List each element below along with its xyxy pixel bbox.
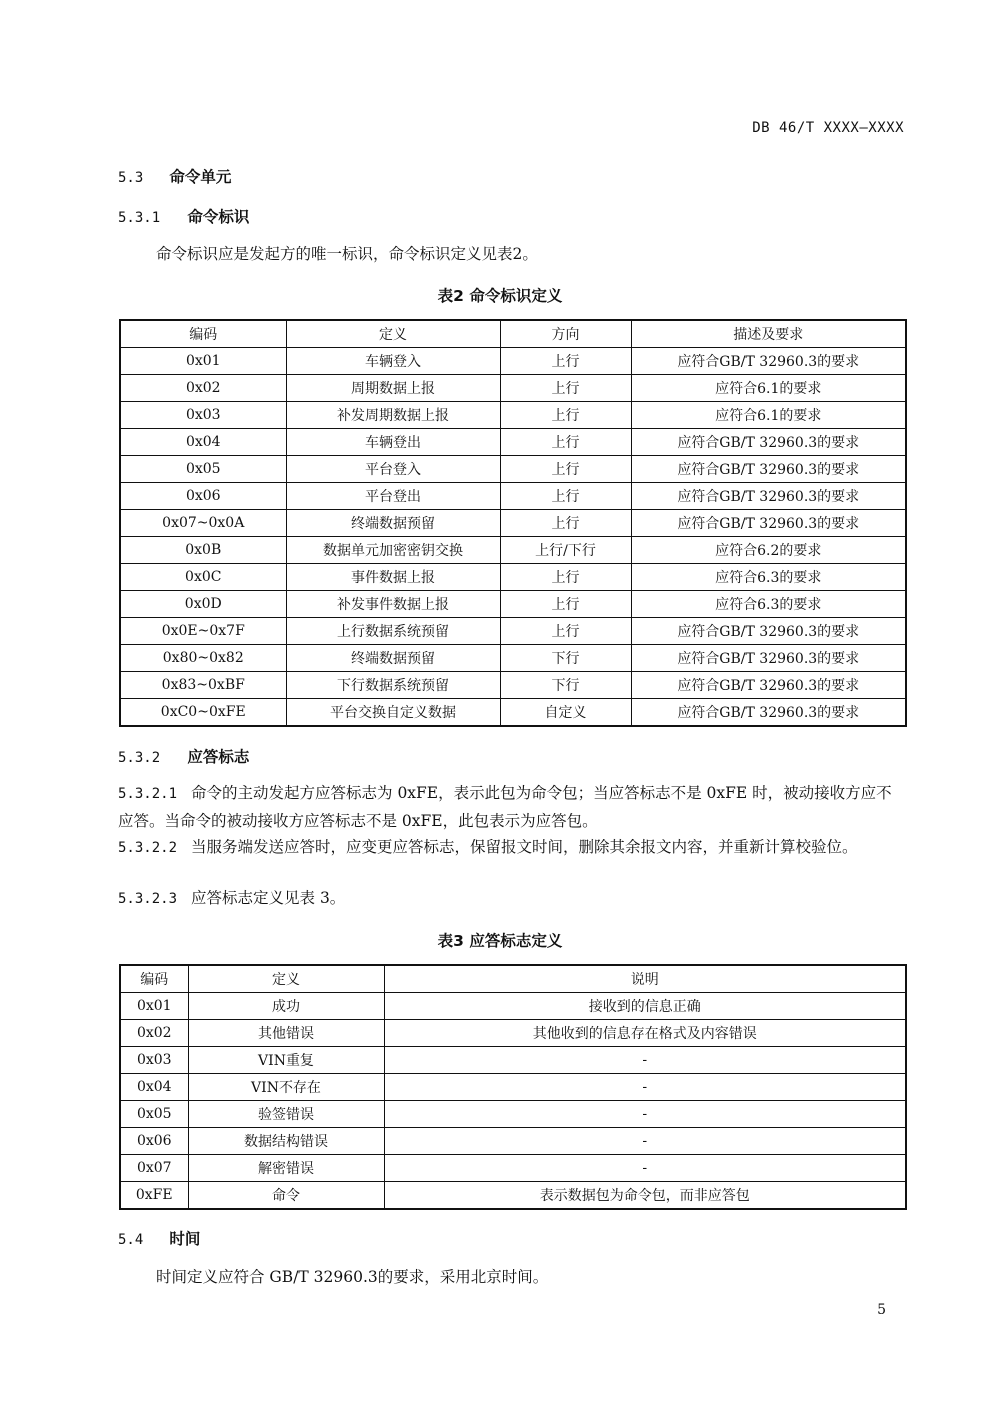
table-cell: 接收到的信息正确 — [384, 993, 906, 1020]
table-row — [120, 348, 906, 375]
table2-title: 表2 命令标识定义 — [437, 287, 563, 305]
table-row — [120, 1020, 906, 1047]
table-cell: 应符合GB/T 32960.3的要求 — [631, 348, 906, 375]
table-cell: 平台登入 — [286, 456, 500, 483]
paragraph-text: 应答标志定义见表 3。 — [191, 889, 346, 907]
table-row — [120, 483, 906, 510]
table-row — [120, 537, 906, 564]
section-title: 应答标志 — [187, 748, 250, 766]
table-cell: 终端数据预留 — [286, 645, 500, 672]
column-header: 方向 — [500, 320, 631, 348]
column-header: 说明 — [384, 965, 906, 993]
paragraph-command-id: 命令标识应是发起方的唯一标识，命令标识定义见表2。 — [156, 245, 538, 263]
table-cell: 0xFE — [120, 1182, 188, 1210]
table-cell: 上行 — [500, 483, 631, 510]
table-cell: 平台交换自定义数据 — [286, 699, 500, 727]
table-cell: VIN重复 — [188, 1047, 384, 1074]
table-cell: 0x05 — [120, 456, 286, 483]
table-cell: 上行 — [500, 618, 631, 645]
table-cell: 车辆登入 — [286, 348, 500, 375]
table-cell: 应符合6.3的要求 — [631, 591, 906, 618]
table-cell: 上行 — [500, 591, 631, 618]
section-number: 5.4 — [118, 1232, 144, 1248]
table-cell: 上行 — [500, 375, 631, 402]
column-header: 编码 — [120, 965, 188, 993]
table-cell: 上行 — [500, 429, 631, 456]
section-heading-5-3 — [118, 165, 231, 187]
table-cell: 上行 — [500, 510, 631, 537]
table-cell: 应符合GB/T 32960.3的要求 — [631, 699, 906, 727]
table-row — [120, 564, 906, 591]
paragraph-number: 5.3.2.3 — [118, 891, 178, 907]
command-id-table — [119, 319, 907, 727]
table-cell: 应符合GB/T 32960.3的要求 — [631, 429, 906, 456]
table-cell: 其他错误 — [188, 1020, 384, 1047]
table-cell: 0x04 — [120, 429, 286, 456]
table-cell: 0xC0~0xFE — [120, 699, 286, 727]
table-cell: 应符合6.3的要求 — [631, 564, 906, 591]
table-row — [120, 375, 906, 402]
table-cell: 应符合6.2的要求 — [631, 537, 906, 564]
table-cell: 应符合GB/T 32960.3的要求 — [631, 510, 906, 537]
table-cell: 0x0C — [120, 564, 286, 591]
page-number: 5 — [877, 1302, 886, 1318]
paragraph-5-3-2-2 — [118, 834, 906, 862]
table-cell: 表示数据包为命令包，而非应答包 — [384, 1182, 906, 1210]
table-cell: 应符合6.1的要求 — [631, 402, 906, 429]
paragraph-number: 5.3.2.2 — [118, 840, 178, 856]
table-cell: 0x83~0xBF — [120, 672, 286, 699]
section-heading-5-3-1 — [118, 205, 249, 227]
table-header-row — [120, 320, 906, 348]
section-number: 5.3.2 — [118, 750, 161, 766]
table-cell: 上行 — [500, 402, 631, 429]
table-cell: 上行 — [500, 348, 631, 375]
table-cell: 0x80~0x82 — [120, 645, 286, 672]
table-cell: 0x01 — [120, 993, 188, 1020]
table-cell: 应符合GB/T 32960.3的要求 — [631, 456, 906, 483]
table-cell: - — [384, 1047, 906, 1074]
document-code: DB 46/T XXXX—XXXX — [752, 120, 904, 136]
table-cell: 下行数据系统预留 — [286, 672, 500, 699]
section-number: 5.3 — [118, 170, 144, 186]
table-cell: 0x04 — [120, 1074, 188, 1101]
table-cell: 应符合GB/T 32960.3的要求 — [631, 483, 906, 510]
paragraph-text: 当服务端发送应答时，应变更应答标志，保留报文时间，删除其余报文内容，并重新计算校验位。 — [191, 838, 858, 856]
table-cell: 0x02 — [120, 375, 286, 402]
table-cell: 0x0B — [120, 537, 286, 564]
table-cell: 解密错误 — [188, 1155, 384, 1182]
section-title: 命令单元 — [169, 168, 232, 186]
table-row — [120, 591, 906, 618]
table-cell: 0x06 — [120, 483, 286, 510]
column-header: 定义 — [286, 320, 500, 348]
table-cell: 周期数据上报 — [286, 375, 500, 402]
section-title: 时间 — [169, 1230, 201, 1248]
section-heading-5-4 — [118, 1227, 200, 1249]
table-cell: 0x07~0x0A — [120, 510, 286, 537]
table-header-row — [120, 965, 906, 993]
table-row — [120, 510, 906, 537]
table-cell: 应符合GB/T 32960.3的要求 — [631, 618, 906, 645]
table-row — [120, 1128, 906, 1155]
table-cell: 其他收到的信息存在格式及内容错误 — [384, 1020, 906, 1047]
table-cell: 命令 — [188, 1182, 384, 1210]
table-cell: 事件数据上报 — [286, 564, 500, 591]
column-header: 描述及要求 — [631, 320, 906, 348]
table-cell: 自定义 — [500, 699, 631, 727]
table-cell: - — [384, 1128, 906, 1155]
column-header: 编码 — [120, 320, 286, 348]
table-cell: 下行 — [500, 672, 631, 699]
table-cell: 0x05 — [120, 1101, 188, 1128]
table-cell: 上行数据系统预留 — [286, 618, 500, 645]
paragraph-5-3-2-3 — [118, 885, 906, 913]
table-cell: 0x02 — [120, 1020, 188, 1047]
table-cell: 0x0E~0x7F — [120, 618, 286, 645]
table-cell: 0x07 — [120, 1155, 188, 1182]
response-flag-table — [119, 964, 907, 1210]
table-row — [120, 993, 906, 1020]
table-row — [120, 672, 906, 699]
table-row — [120, 456, 906, 483]
table-row — [120, 1047, 906, 1074]
table-row — [120, 699, 906, 727]
table-cell: VIN不存在 — [188, 1074, 384, 1101]
paragraph-time: 时间定义应符合 GB/T 32960.3的要求，采用北京时间。 — [156, 1268, 549, 1286]
table-cell: 上行 — [500, 456, 631, 483]
table-row — [120, 1155, 906, 1182]
table-cell: 上行 — [500, 564, 631, 591]
table-cell: 下行 — [500, 645, 631, 672]
table-cell: 数据结构错误 — [188, 1128, 384, 1155]
table-cell: 0x03 — [120, 402, 286, 429]
table-cell: 补发事件数据上报 — [286, 591, 500, 618]
table-cell: 应符合GB/T 32960.3的要求 — [631, 672, 906, 699]
table-cell: 上行/下行 — [500, 537, 631, 564]
table-cell: 应符合6.1的要求 — [631, 375, 906, 402]
table-cell: 成功 — [188, 993, 384, 1020]
section-heading-5-3-2 — [118, 745, 249, 767]
table-row — [120, 645, 906, 672]
table-row — [120, 402, 906, 429]
table-row — [120, 429, 906, 456]
table3-title: 表3 应答标志定义 — [437, 932, 563, 950]
table-cell: 终端数据预留 — [286, 510, 500, 537]
table-row — [120, 1182, 906, 1210]
section-title: 命令标识 — [187, 208, 250, 226]
table-cell: - — [384, 1101, 906, 1128]
table-row — [120, 1074, 906, 1101]
table-cell: 0x01 — [120, 348, 286, 375]
table-row — [120, 1101, 906, 1128]
paragraph-5-3-2-1 — [118, 780, 906, 835]
paragraph-text: 命令的主动发起方应答标志为 0xFE，表示此包为命令包；当应答标志不是 0xFE 时，被动接收方应不应答。当命令的被动接收方应答标志不是 0xFE，此包表示为应答包。 — [118, 784, 892, 830]
table-cell: 平台登出 — [286, 483, 500, 510]
table-cell: - — [384, 1155, 906, 1182]
table-cell: 车辆登出 — [286, 429, 500, 456]
paragraph-number: 5.3.2.1 — [118, 786, 178, 802]
table-cell: 0x06 — [120, 1128, 188, 1155]
section-number: 5.3.1 — [118, 210, 161, 226]
column-header: 定义 — [188, 965, 384, 993]
table-row — [120, 618, 906, 645]
table-cell: 0x0D — [120, 591, 286, 618]
table-cell: 验签错误 — [188, 1101, 384, 1128]
table-cell: 0x03 — [120, 1047, 188, 1074]
table-cell: - — [384, 1074, 906, 1101]
table-cell: 应符合GB/T 32960.3的要求 — [631, 645, 906, 672]
table-cell: 补发周期数据上报 — [286, 402, 500, 429]
table-cell: 数据单元加密密钥交换 — [286, 537, 500, 564]
